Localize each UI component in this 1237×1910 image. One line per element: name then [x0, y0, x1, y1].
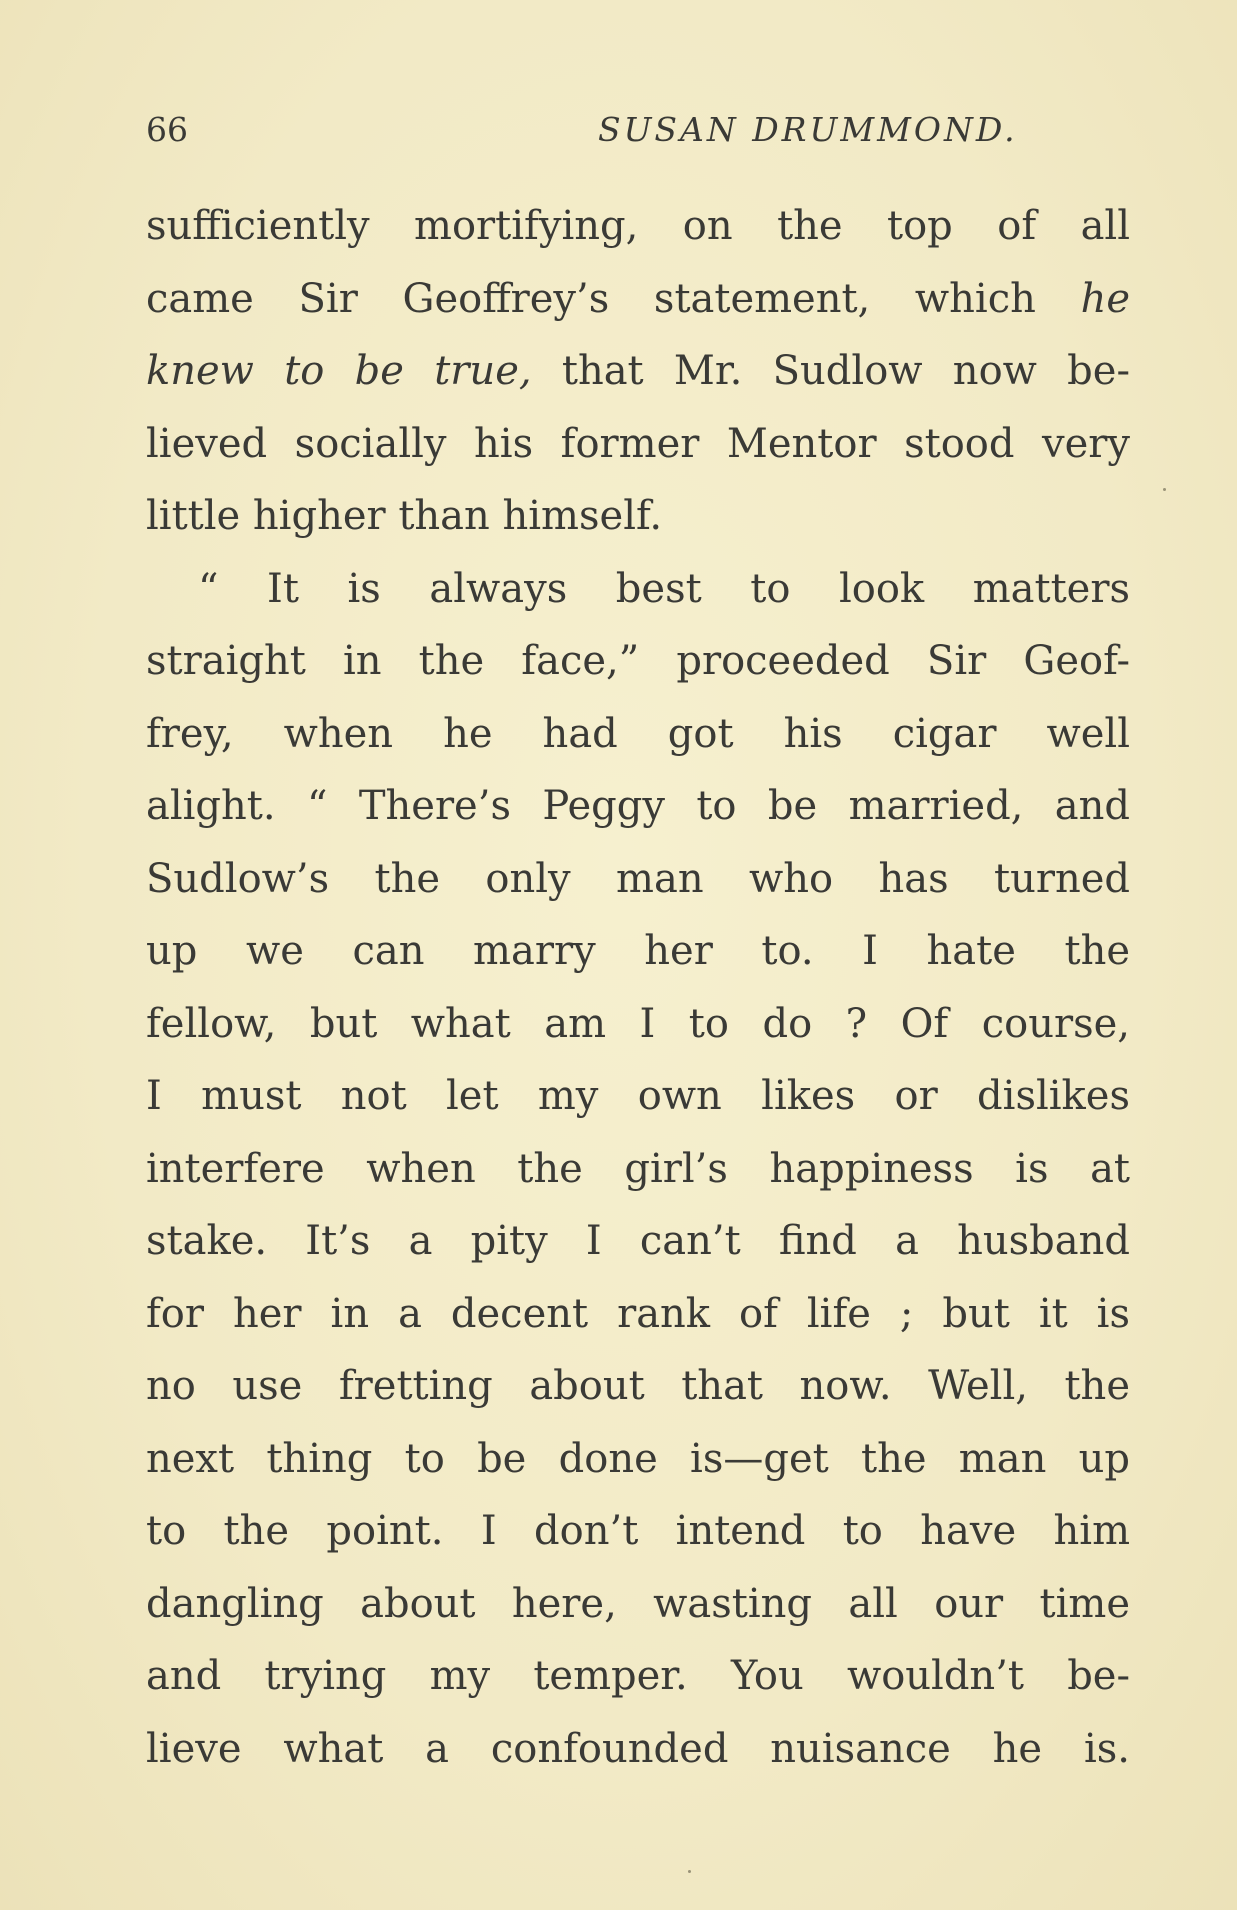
text-line: sufficiently mortifying, on the top of all	[146, 203, 1130, 249]
text-line: lieve what a confounded nuisance he is.	[146, 1725, 1130, 1772]
page-header	[146, 110, 1126, 154]
italic-phrase: knew to be true,	[146, 348, 532, 394]
text-line: interfere when the girl’s happiness is at	[146, 1145, 1130, 1192]
text-line: straight in the face,” proceeded Sir Geof-	[146, 638, 1130, 684]
text-line: “ It is always best to look matters	[198, 565, 1130, 612]
text-line: and trying my temper. You wouldn’t be-	[146, 1653, 1130, 1699]
text-line: lieved socially his former Mentor stood very	[146, 420, 1130, 467]
text-line: no use fretting about that now. Well, the	[146, 1363, 1130, 1409]
text-line: frey, when he had got his cigar well	[146, 710, 1130, 757]
text-line: came Sir Geoffrey’s statement, which he	[146, 275, 1130, 322]
italic-phrase: he	[1080, 275, 1130, 322]
text-line: alight. “ There’s Peggy to be married, and	[146, 783, 1130, 829]
text-line: fellow, but what am I to do ? Of course,	[146, 1000, 1130, 1047]
paper-speck	[688, 1870, 691, 1873]
paper-speck	[1163, 488, 1166, 491]
text-line: little higher than himself.	[146, 493, 663, 539]
running-title: SUSAN DRUMMOND.	[598, 110, 1018, 149]
text-line: stake. It’s a pity I can’t find a husband	[146, 1218, 1130, 1264]
text-line: I must not let my own likes or dislikes	[146, 1073, 1130, 1119]
text-line: dangling about here, wasting all our time	[146, 1580, 1130, 1627]
text-line: up we can marry her to. I hate the	[146, 928, 1130, 974]
text-line: next thing to be done is—get the man up	[146, 1435, 1130, 1482]
text-line: Sudlow’s the only man who has turned	[146, 855, 1130, 902]
body-text	[146, 190, 1130, 1785]
text-line: for her in a decent rank of life ; but it is	[146, 1290, 1130, 1337]
page-number: 66	[146, 110, 188, 149]
text-line: knew to be true, that Mr. Sudlow now be-	[146, 348, 1130, 394]
text-line: to the point. I don’t intend to have him	[146, 1508, 1130, 1554]
